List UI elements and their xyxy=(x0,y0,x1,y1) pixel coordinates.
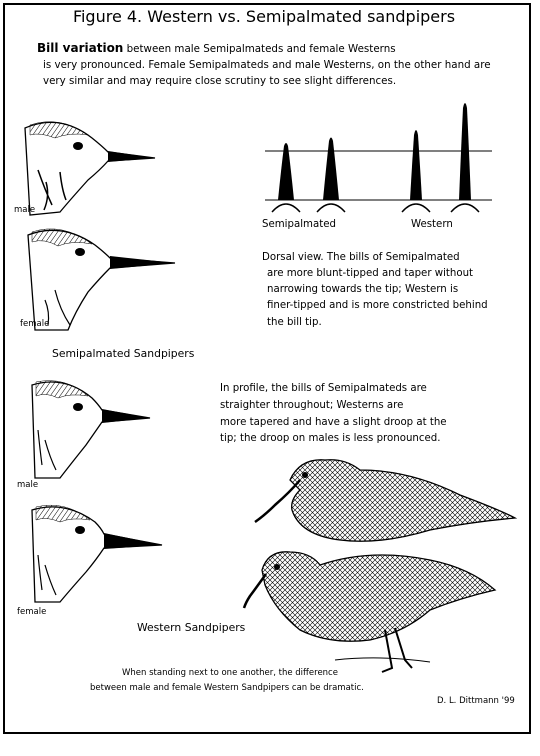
dorsal-label-semipalmated: Semipalmated xyxy=(262,219,336,230)
intro-line-1-text: between male Semipalmateds and female Westerns xyxy=(123,43,396,55)
profile-caption-2: straighter throughout; Westerns are xyxy=(220,400,404,411)
intro-line-2: is very pronounced. Female Semipalmateds and male Westerns, on the other hand are xyxy=(43,59,491,71)
credit: D. L. Dittmann '99 xyxy=(437,696,515,706)
head-top-female xyxy=(28,229,175,330)
dorsal-caption-2: are more blunt-tipped and taper without xyxy=(267,268,474,279)
label-female-top: female xyxy=(20,319,50,329)
dorsal-caption-4: finer-tipped and is more constricted behind xyxy=(267,300,488,311)
head-semi-male xyxy=(32,381,150,478)
intro-lead: Bill variation xyxy=(37,41,124,55)
bird-western-upper xyxy=(255,460,515,542)
label-male-semi: male xyxy=(17,480,39,490)
dorsal-caption-1: Dorsal view. The bills of Semipalmated xyxy=(262,252,460,263)
head-semi-female xyxy=(32,505,162,602)
dorsal-caption-5: the bill tip. xyxy=(267,317,322,328)
bottom-caption-1: When standing next to one another, the difference xyxy=(122,668,338,678)
profile-caption-1: In profile, the bills of Semipalmateds are xyxy=(220,383,427,394)
profile-caption-4: tip; the droop on males is less pronounced. xyxy=(220,433,441,444)
figure-title: Figure 4. Western vs. Semipalmated sandpipers xyxy=(72,7,456,26)
dorsal-label-western: Western xyxy=(411,219,453,230)
section-title-western: Western Sandpipers xyxy=(137,621,246,634)
dorsal-caption-3: narrowing towards the tip; Western is xyxy=(267,284,459,295)
label-male-top: male xyxy=(14,205,36,215)
bottom-caption-2: between male and female Western Sandpipers can be dramatic. xyxy=(90,683,364,693)
intro-line-3: very similar and may require close scrutiny to see slight differences. xyxy=(43,75,397,87)
head-top-male xyxy=(25,122,155,215)
dorsal-bills xyxy=(265,103,492,212)
label-female-semi: female xyxy=(17,607,47,617)
profile-caption-3: more tapered and have a slight droop at the xyxy=(220,417,447,428)
bird-western-lower xyxy=(244,552,495,672)
intro-line-1 xyxy=(37,42,396,54)
section-title-semipalmated: Semipalmated Sandpipers xyxy=(52,347,195,360)
